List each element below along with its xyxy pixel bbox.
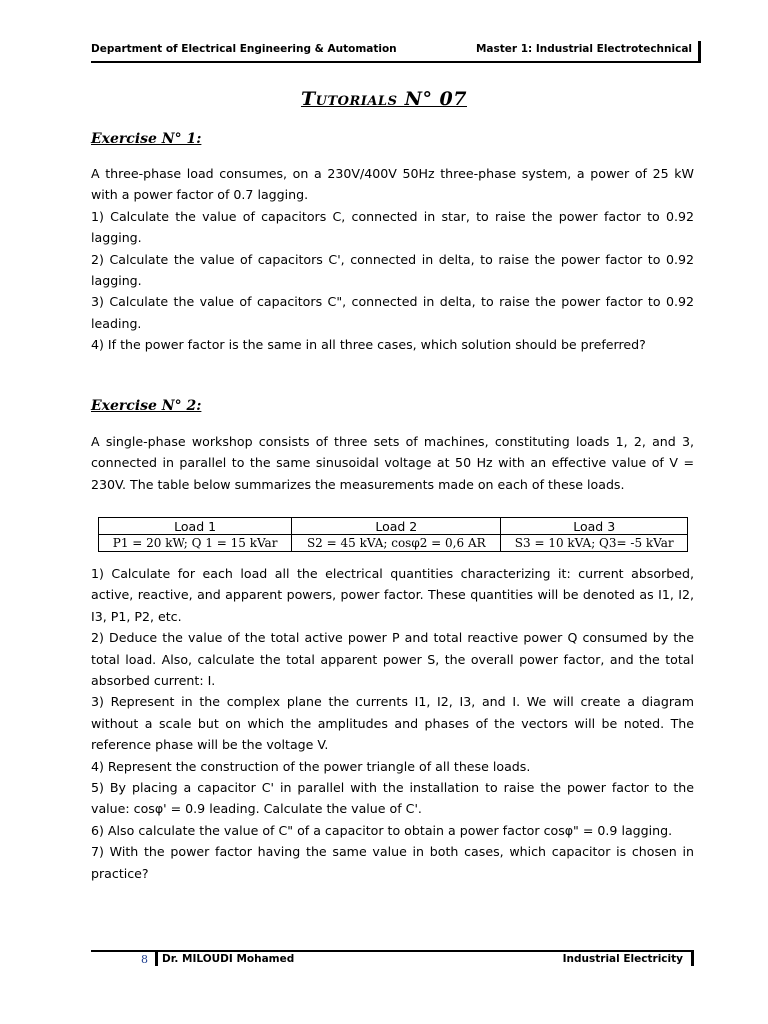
footer-course: Industrial Electricity xyxy=(562,953,683,965)
exercise-2-question: 3) Represent in the complex plane the currents I1, I2, I3, and I. We will create a diagram without a scale but on which the amplitudes and phases of the vectors will be noted. The reference phase will be the voltage V. xyxy=(91,694,694,753)
exercise-1-intro: A three-phase load consumes, on a 230V/400V 50Hz three-phase system, a power of 25 kW with a power factor of 0.7 lagging. xyxy=(91,166,694,203)
exercise-2-question: 7) With the power factor having the same value in both cases, which capacitor is chosen in practice? xyxy=(91,844,694,881)
page-footer xyxy=(91,950,694,966)
loads-table xyxy=(98,517,688,552)
table-header-cell: Load 2 xyxy=(292,518,501,535)
page-number: 8 xyxy=(141,953,148,966)
exercise-2-question: 5) By placing a capacitor C' in parallel with the installation to raise the power factor to the value: cosφ' = 0.9 leading. Calculate the value of C'. xyxy=(91,780,694,817)
footer-author: Dr. MILOUDI Mohamed xyxy=(162,953,295,965)
page-title: Tutorials N° 07 xyxy=(300,88,467,110)
exercise-1-question: 4) If the power factor is the same in all three cases, which solution should be preferred? xyxy=(91,337,646,353)
exercise-2-intro xyxy=(91,431,694,495)
exercise-2-intro-text: A single-phase workshop consists of three sets of machines, constituting loads 1, 2, and 3, connected in parallel to the same sinusoidal voltage at 50 Hz with an effective value of V = 230V. The table below summarizes the measurements made on each of these loads. xyxy=(91,434,694,492)
exercise-2-question: 2) Deduce the value of the total active power P and total reactive power Q consumed by the total load. Also, calculate the total apparent power S, the overall power factor, and the total absorbed current: I. xyxy=(91,630,694,689)
exercise-2-question: 6) Also calculate the value of C" of a capacitor to obtain a power factor cosφ" = 0.9 lagging. xyxy=(91,822,673,838)
table-header-cell: Load 3 xyxy=(501,518,688,535)
exercise-2-question: 1) Calculate for each load all the electrical quantities characterizing it: current absorbed, active, reactive, and apparent powers, power factor. These quantities will be denoted as I1, I2, I3, P1, P2, etc. xyxy=(91,566,694,624)
table-header-cell: Load 1 xyxy=(99,518,292,535)
header-department: Department of Electrical Engineering & Automation xyxy=(91,43,397,55)
exercise-2-question: 4) Represent the construction of the power triangle of all these loads. xyxy=(91,758,531,774)
header-program: Master 1: Industrial Electrotechnical xyxy=(475,43,692,55)
exercise-1-question: 1) Calculate the value of capacitors C, connected in star, to raise the power factor to 0.92 lagging. xyxy=(91,208,694,246)
table-cell: S3 = 10 kVA; Q3= -5 kVar xyxy=(501,535,688,552)
footer-divider xyxy=(155,952,158,966)
exercise-2-questions xyxy=(91,563,694,884)
page-header xyxy=(91,41,701,63)
exercise-1-body xyxy=(91,163,694,356)
table-row xyxy=(99,535,688,552)
exercise-2-heading: Exercise N° 2: xyxy=(91,398,202,414)
exercise-1-heading: Exercise N° 1: xyxy=(91,131,202,147)
table-header-row xyxy=(99,518,688,535)
table-cell: S2 = 45 kVA; cosφ2 = 0,6 AR xyxy=(292,535,501,552)
table-cell: P1 = 20 kW; Q 1 = 15 kVar xyxy=(99,535,292,552)
exercise-1-question: 3) Calculate the value of capacitors C", connected in delta, to raise the power factor to 0.92 leading. xyxy=(91,294,694,331)
exercise-1-question: 2) Calculate the value of capacitors C', connected in delta, to raise the power factor to 0.92 lagging. xyxy=(91,251,694,289)
